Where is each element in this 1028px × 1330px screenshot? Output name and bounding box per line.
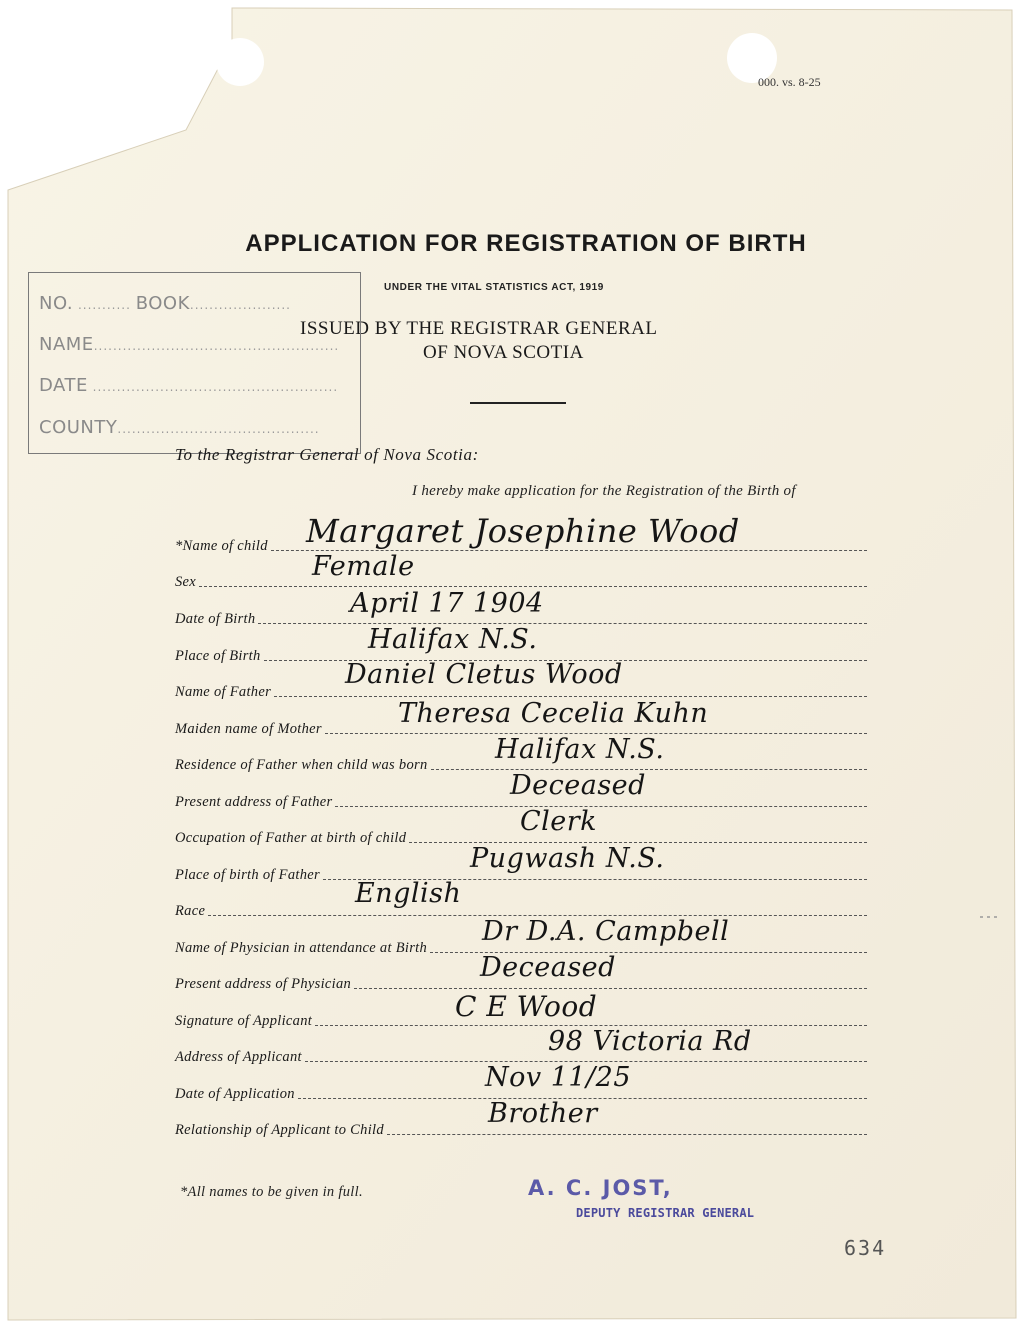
stamp-name-label: NAME (39, 334, 94, 355)
field-label: Present address of Father (175, 794, 333, 810)
field-label: Name of Father (175, 684, 272, 700)
handwritten-sex: Female (312, 551, 415, 582)
field-label: Race (175, 903, 206, 919)
office-stamp-box (28, 272, 361, 454)
handwritten-race: English (355, 878, 462, 909)
handwritten-relationship: Brother (488, 1098, 598, 1129)
field-label: Signature of Applicant (175, 1013, 313, 1029)
punch-hole-left (216, 38, 264, 86)
stamp-county: COUNTY.......................................... (39, 417, 320, 438)
stamp-date-label: DATE (39, 375, 88, 396)
field-label: Name of Physician in attendance at Birth (175, 940, 428, 956)
registrar-stamp-name: A. C. JOST, (528, 1176, 673, 1200)
handwritten-address-of-applicant: 98 Victoria Rd (548, 1026, 752, 1057)
document-subtitle: UNDER THE VITAL STATISTICS ACT, 1919 (384, 282, 604, 293)
handwritten-physician-name: Dr D.A. Campbell (482, 916, 730, 947)
form-code: 000. vs. 8-25 (758, 75, 821, 89)
document-title: APPLICATION FOR REGISTRATION OF BIRTH (245, 230, 807, 257)
handwritten-present-address-of-father: Deceased (510, 770, 646, 801)
stamp-county-label: COUNTY (39, 417, 118, 438)
field-label: Date of Application (175, 1086, 295, 1102)
stamp-book-label: BOOK (135, 293, 190, 314)
field-label: Place of Birth (175, 648, 261, 664)
footnote: *All names to be given in full. (180, 1184, 363, 1200)
salutation: To the Registrar General of Nova Scotia: (175, 445, 479, 464)
registrar-stamp-title: DEPUTY REGISTRAR GENERAL (576, 1206, 755, 1220)
field-label: Occupation of Father at birth of child (175, 830, 407, 846)
field-label: Residence of Father when child was born (175, 757, 428, 773)
handwritten-place-of-birth: Halifax N.S. (368, 624, 538, 655)
handwritten-physician-address: Deceased (480, 952, 616, 983)
field-label: Date of Birth (175, 611, 256, 627)
handwritten-date-of-application: Nov 11/25 (485, 1062, 632, 1093)
issuer-line-2: OF NOVA SCOTIA (423, 342, 584, 363)
handwritten-place-of-birth-of-father: Pugwash N.S. (470, 843, 665, 874)
handwritten-date-of-birth: April 17 1904 (350, 588, 544, 619)
field-label: Sex (175, 574, 197, 590)
field-label: Present address of Physician (175, 976, 352, 992)
handwritten-name-of-father: Daniel Cletus Wood (345, 659, 623, 690)
handwritten-residence-of-father: Halifax N.S. (495, 734, 665, 765)
field-label: Maiden name of Mother (175, 721, 322, 737)
field-label: *Name of child (175, 538, 268, 554)
handwritten-maiden-name-of-mother: Theresa Cecelia Kuhn (398, 698, 709, 729)
stamp-date: DATE ................................................... (39, 375, 339, 396)
field-label: Place of birth of Father (175, 867, 320, 883)
handwritten-occupation-of-father: Clerk (520, 806, 598, 837)
field-label: Relationship of Applicant to Child (175, 1122, 384, 1138)
handwritten-name-of-child: Margaret Josephine Wood (306, 512, 740, 550)
page-number: 634 (844, 1236, 887, 1260)
stamp-no-book: NO. ........... BOOK..................... (39, 293, 291, 314)
handwritten-signature: C E Wood (455, 990, 598, 1023)
title-divider (470, 402, 566, 404)
issuer-line-1: ISSUED BY THE REGISTRAR GENERAL (300, 318, 658, 339)
stamp-no-label: NO. (39, 293, 74, 314)
intro-text: I hereby make application for the Registration of the Birth of (412, 483, 796, 499)
field-label: Address of Applicant (175, 1049, 302, 1065)
stamp-name: NAME................................................... (39, 334, 340, 355)
